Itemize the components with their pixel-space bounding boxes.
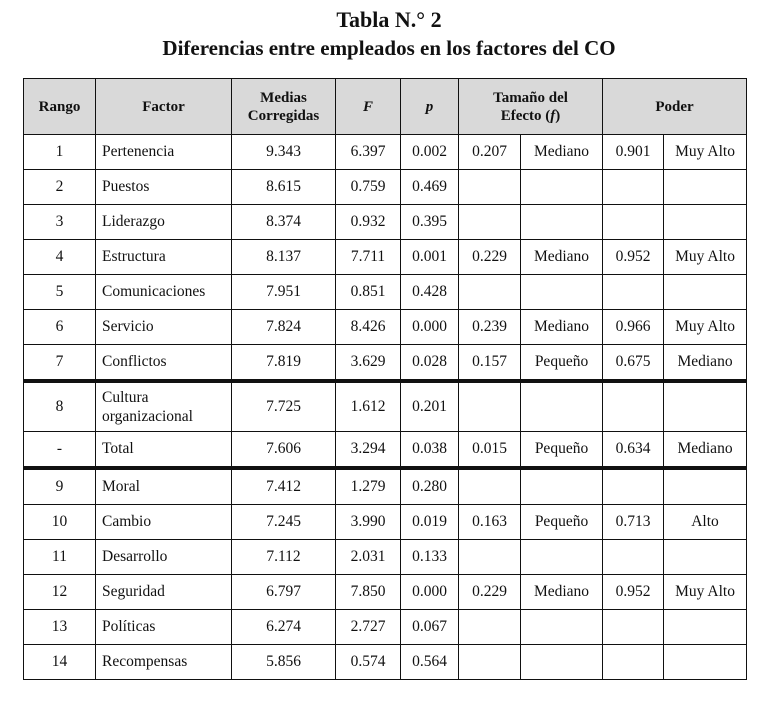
cell-factor	[96, 381, 232, 432]
cell-rango: 9	[24, 468, 96, 505]
cell-power-label	[664, 645, 747, 680]
cell-factor: Recompensas	[96, 645, 232, 680]
cell-rango: 13	[24, 610, 96, 645]
factors-table	[23, 78, 747, 680]
cell-effect-label	[521, 381, 603, 432]
cell-effect-size	[459, 205, 521, 240]
cell-effect-size	[459, 275, 521, 310]
cell-effect-size: 0.163	[459, 505, 521, 540]
cell-rango: 6	[24, 310, 96, 345]
cell-effect-label	[521, 645, 603, 680]
cell-effect-size: 0.239	[459, 310, 521, 345]
cell-f: 0.932	[336, 205, 401, 240]
cell-power-label: Muy Alto	[664, 310, 747, 345]
cell-p: 0.000	[401, 575, 459, 610]
cell-p: 0.428	[401, 275, 459, 310]
cell-medias: 7.412	[232, 468, 336, 505]
table-row	[24, 505, 747, 540]
header-row	[24, 79, 747, 135]
cell-p: 0.067	[401, 610, 459, 645]
cell-effect-size: 0.229	[459, 575, 521, 610]
cell-effect-label: Mediano	[521, 135, 603, 170]
cell-power-label	[664, 275, 747, 310]
cell-effect-size: 0.157	[459, 345, 521, 382]
cell-medias: 5.856	[232, 645, 336, 680]
cell-f: 0.759	[336, 170, 401, 205]
cell-f: 1.612	[336, 381, 401, 432]
table-row	[24, 170, 747, 205]
table-row	[24, 345, 747, 382]
header-medias-line1: Medias	[260, 89, 307, 106]
cell-power-label	[664, 170, 747, 205]
cell-f: 2.727	[336, 610, 401, 645]
cell-power-label	[664, 610, 747, 645]
cell-power	[603, 645, 664, 680]
cell-factor: Liderazgo	[96, 205, 232, 240]
cell-factor: Moral	[96, 468, 232, 505]
cell-f: 3.294	[336, 432, 401, 469]
header-tamano-line1: Tamaño del	[493, 89, 568, 106]
cell-rango: 11	[24, 540, 96, 575]
cell-effect-label	[521, 468, 603, 505]
cell-factor: Pertenencia	[96, 135, 232, 170]
cell-power	[603, 468, 664, 505]
cell-effect-label: Pequeño	[521, 432, 603, 469]
header-tamano-line2-pre: Efecto (	[500, 107, 551, 124]
cell-power-label	[664, 468, 747, 505]
cell-power-label: Muy Alto	[664, 135, 747, 170]
cell-effect-label	[521, 205, 603, 240]
cell-p: 0.000	[401, 310, 459, 345]
cell-power: 0.952	[603, 240, 664, 275]
cell-effect-size	[459, 170, 521, 205]
cell-power: 0.634	[603, 432, 664, 469]
cell-power-label	[664, 205, 747, 240]
table-row	[24, 275, 747, 310]
cell-effect-label	[521, 170, 603, 205]
cell-p: 0.280	[401, 468, 459, 505]
header-medias	[232, 79, 336, 135]
table-row	[24, 575, 747, 610]
cell-rango: 14	[24, 645, 96, 680]
table-row	[24, 135, 747, 170]
cell-factor: Estructura	[96, 240, 232, 275]
cell-effect-size	[459, 468, 521, 505]
header-tamano-efecto	[459, 79, 603, 135]
cell-power	[603, 540, 664, 575]
cell-p: 0.564	[401, 645, 459, 680]
header-p: p	[401, 79, 459, 135]
cell-f: 8.426	[336, 310, 401, 345]
cell-rango: 12	[24, 575, 96, 610]
cell-p: 0.038	[401, 432, 459, 469]
cell-effect-label: Pequeño	[521, 505, 603, 540]
cell-factor: Total	[96, 432, 232, 469]
cell-rango: 1	[24, 135, 96, 170]
cell-factor: Desarrollo	[96, 540, 232, 575]
cell-power: 0.901	[603, 135, 664, 170]
cell-effect-size	[459, 540, 521, 575]
cell-power	[603, 205, 664, 240]
cell-power-label: Mediano	[664, 345, 747, 382]
table-subtitle: Diferencias entre empleados en los factores del CO	[162, 36, 616, 60]
cell-effect-label: Pequeño	[521, 345, 603, 382]
table-caption	[0, 6, 778, 62]
cell-effect-size	[459, 610, 521, 645]
cell-p: 0.019	[401, 505, 459, 540]
header-factor: Factor	[96, 79, 232, 135]
table-row	[24, 645, 747, 680]
cell-factor: Cambio	[96, 505, 232, 540]
cell-f: 3.629	[336, 345, 401, 382]
cell-effect-label	[521, 275, 603, 310]
cell-rango: 7	[24, 345, 96, 382]
cell-medias: 7.824	[232, 310, 336, 345]
cell-medias: 7.606	[232, 432, 336, 469]
cell-rango: 4	[24, 240, 96, 275]
cell-medias: 8.137	[232, 240, 336, 275]
cell-factor: Comunicaciones	[96, 275, 232, 310]
header-tamano-f: f	[550, 107, 556, 124]
table-number-title: Tabla N.° 2	[336, 7, 442, 32]
cell-medias: 7.951	[232, 275, 336, 310]
cell-factor: Políticas	[96, 610, 232, 645]
table-row	[24, 240, 747, 275]
cell-f: 7.711	[336, 240, 401, 275]
cell-factor-line1: Cultura	[102, 389, 149, 406]
cell-medias: 7.245	[232, 505, 336, 540]
cell-effect-size	[459, 645, 521, 680]
cell-factor: Puestos	[96, 170, 232, 205]
header-f: F	[336, 79, 401, 135]
cell-rango: 5	[24, 275, 96, 310]
cell-power-label: Mediano	[664, 432, 747, 469]
cell-f: 7.850	[336, 575, 401, 610]
cell-rango: 2	[24, 170, 96, 205]
cell-factor: Seguridad	[96, 575, 232, 610]
cell-p: 0.002	[401, 135, 459, 170]
cell-rango: 3	[24, 205, 96, 240]
table-row	[24, 610, 747, 645]
cell-f: 2.031	[336, 540, 401, 575]
cell-effect-size	[459, 381, 521, 432]
cell-effect-label: Mediano	[521, 310, 603, 345]
cell-f: 1.279	[336, 468, 401, 505]
cell-power: 0.966	[603, 310, 664, 345]
cell-medias: 7.725	[232, 381, 336, 432]
header-medias-line2: Corregidas	[247, 107, 320, 124]
cell-f: 0.574	[336, 645, 401, 680]
cell-effect-label: Mediano	[521, 240, 603, 275]
cell-effect-label: Mediano	[521, 575, 603, 610]
cell-rango: 10	[24, 505, 96, 540]
cell-power-label	[664, 540, 747, 575]
cell-medias: 7.112	[232, 540, 336, 575]
cell-effect-size: 0.207	[459, 135, 521, 170]
cell-power: 0.675	[603, 345, 664, 382]
table-row	[24, 540, 747, 575]
cell-factor-line2: organizacional	[102, 408, 193, 425]
cell-power	[603, 610, 664, 645]
cell-f: 0.851	[336, 275, 401, 310]
cell-power-label: Muy Alto	[664, 240, 747, 275]
table-row	[24, 468, 747, 505]
cell-f: 6.397	[336, 135, 401, 170]
cell-power-label: Alto	[664, 505, 747, 540]
cell-power-label: Muy Alto	[664, 575, 747, 610]
table-row-total	[24, 432, 747, 469]
cell-power-label	[664, 381, 747, 432]
cell-power	[603, 381, 664, 432]
cell-power	[603, 275, 664, 310]
cell-rango: 8	[24, 381, 96, 432]
cell-factor: Conflictos	[96, 345, 232, 382]
cell-effect-label	[521, 610, 603, 645]
cell-medias: 6.797	[232, 575, 336, 610]
table-row	[24, 205, 747, 240]
cell-p: 0.001	[401, 240, 459, 275]
cell-p: 0.201	[401, 381, 459, 432]
cell-medias: 7.819	[232, 345, 336, 382]
header-rango: Rango	[24, 79, 96, 135]
cell-power: 0.713	[603, 505, 664, 540]
cell-medias: 6.274	[232, 610, 336, 645]
cell-medias: 8.374	[232, 205, 336, 240]
cell-factor: Servicio	[96, 310, 232, 345]
cell-effect-label	[521, 540, 603, 575]
cell-p: 0.395	[401, 205, 459, 240]
cell-f: 3.990	[336, 505, 401, 540]
cell-medias: 8.615	[232, 170, 336, 205]
cell-p: 0.028	[401, 345, 459, 382]
table-row	[24, 381, 747, 432]
cell-power: 0.952	[603, 575, 664, 610]
table-row	[24, 310, 747, 345]
header-tamano-line2-post: )	[555, 107, 561, 124]
cell-medias: 9.343	[232, 135, 336, 170]
cell-effect-size: 0.229	[459, 240, 521, 275]
cell-p: 0.469	[401, 170, 459, 205]
header-poder: Poder	[603, 79, 747, 135]
cell-power	[603, 170, 664, 205]
cell-effect-size: 0.015	[459, 432, 521, 469]
cell-rango: -	[24, 432, 96, 469]
cell-p: 0.133	[401, 540, 459, 575]
